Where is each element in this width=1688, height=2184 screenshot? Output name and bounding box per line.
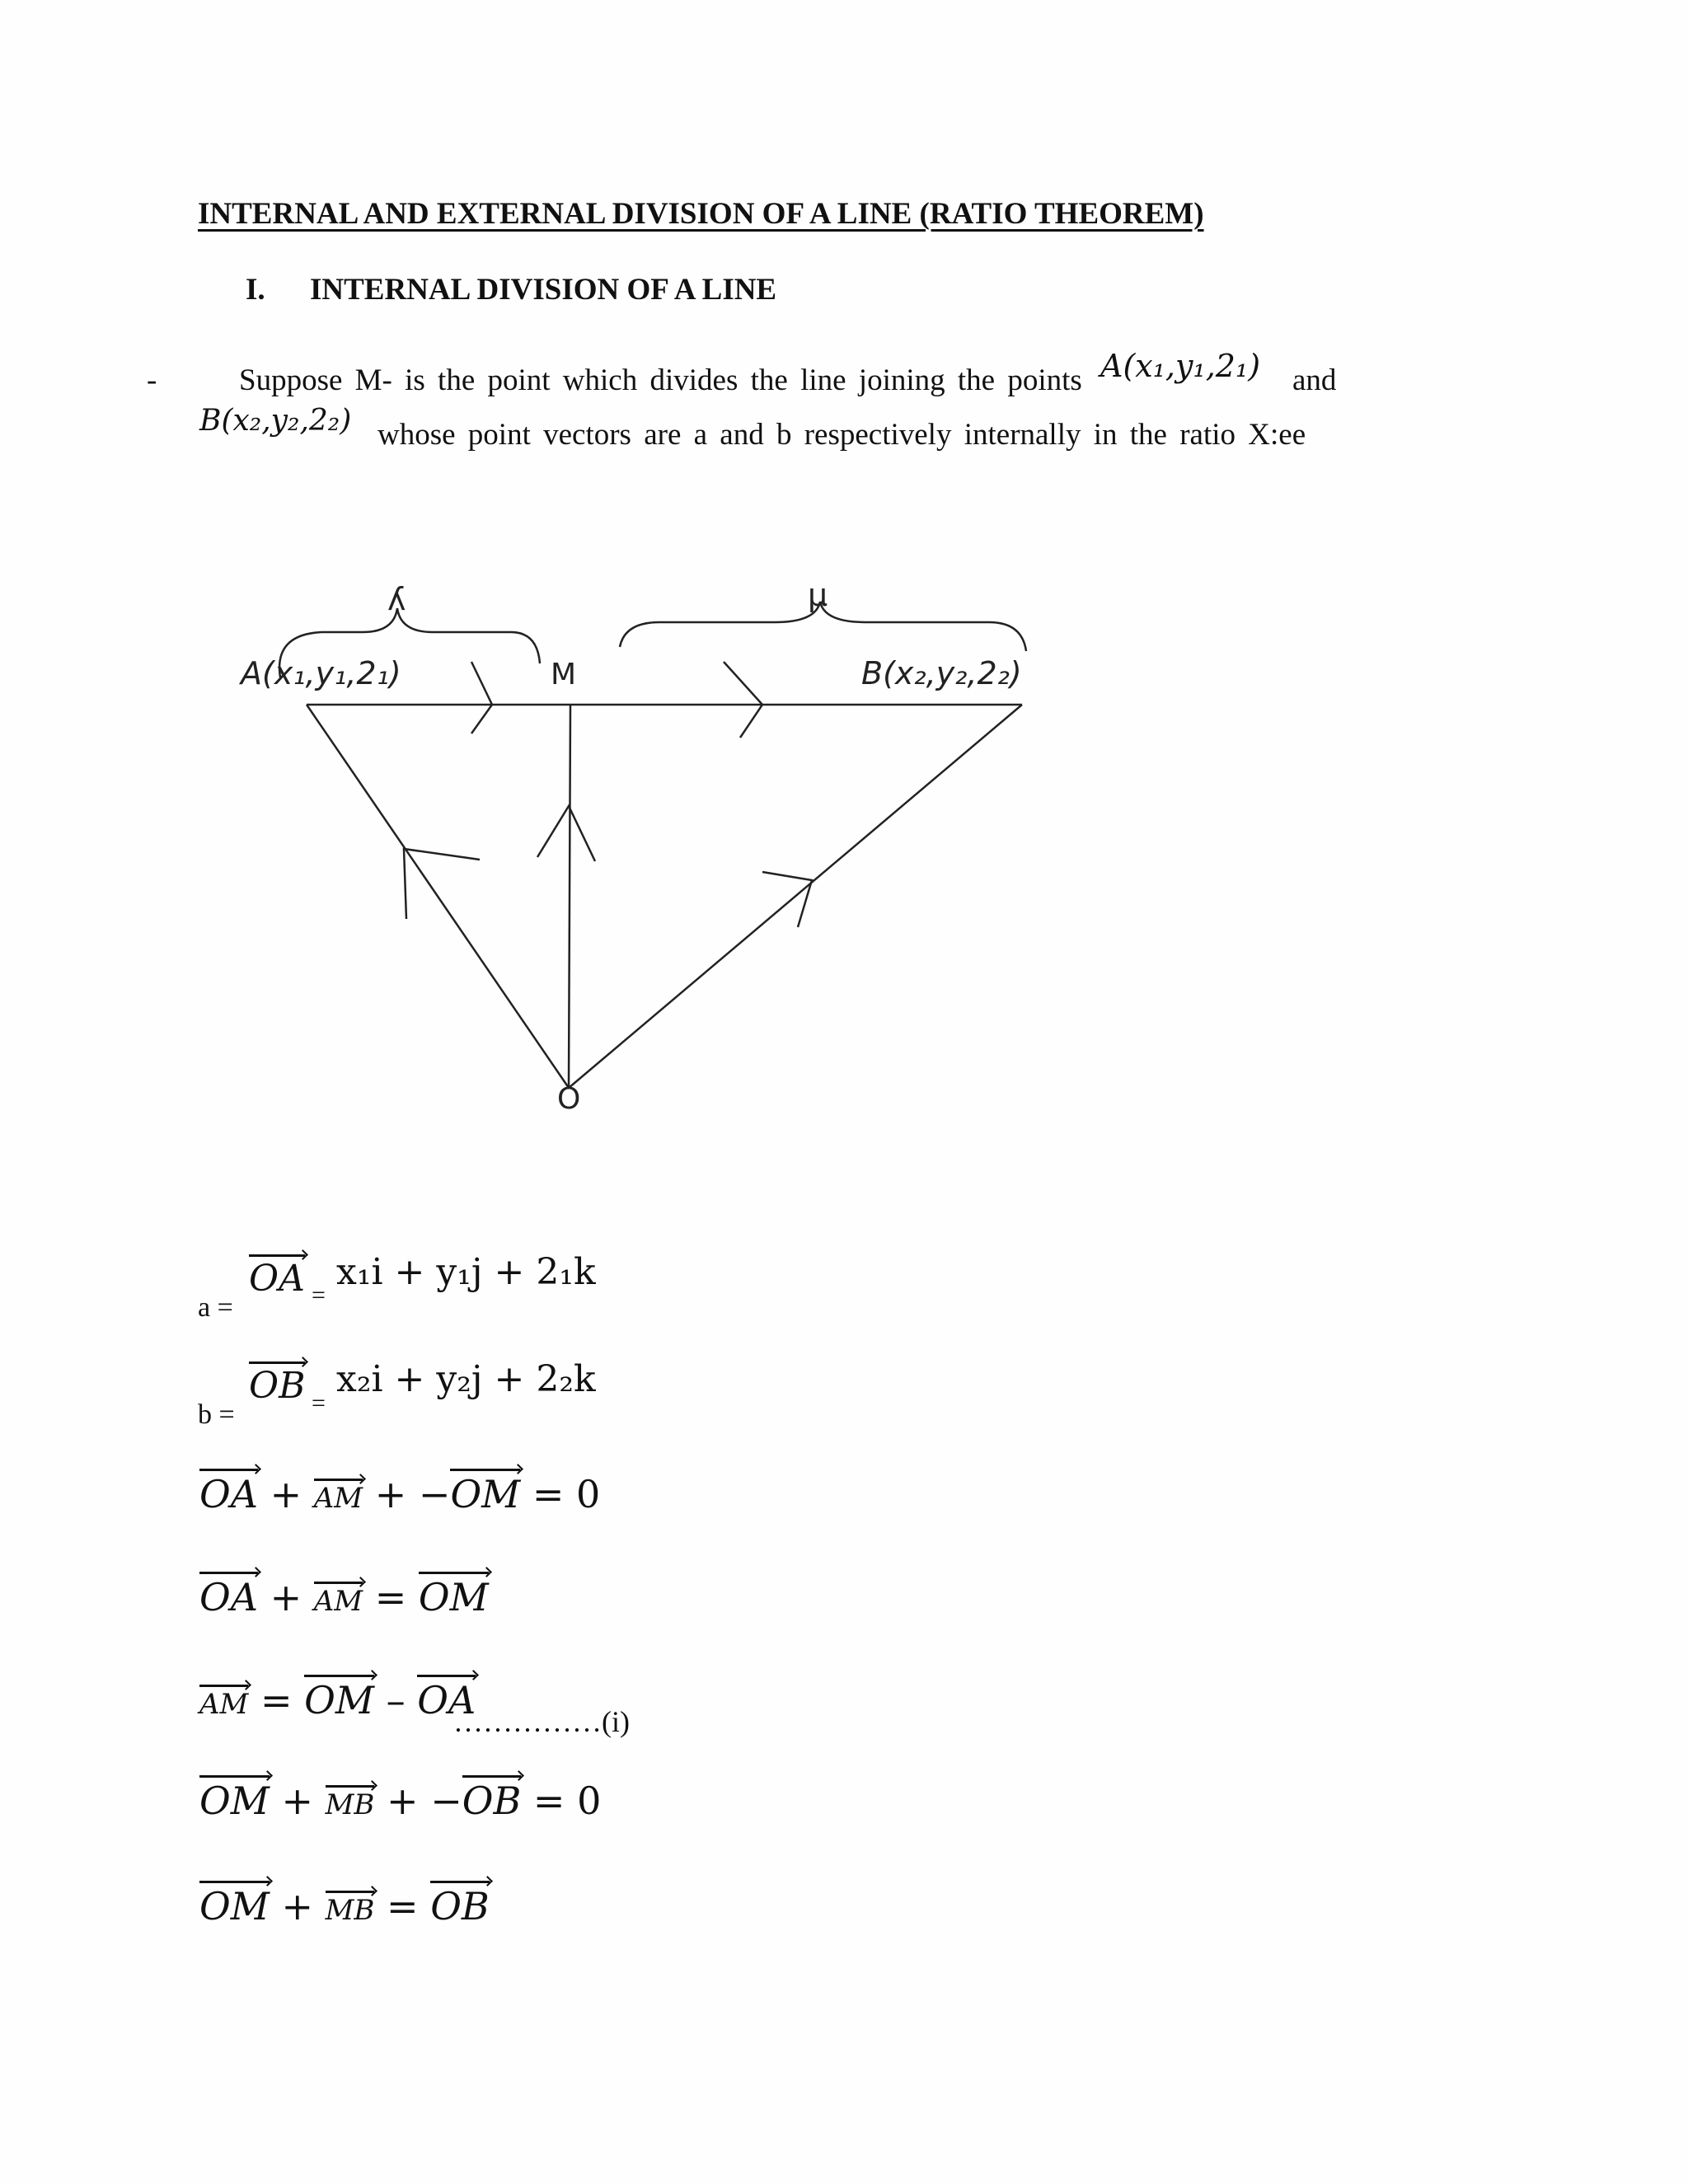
- vector-om: OM: [304, 1673, 374, 1722]
- section-title: INTERNAL DIVISION OF A LINE: [310, 273, 777, 307]
- label-point-b: B(x₂,y₂,2₂): [861, 655, 1022, 691]
- eq4-rhs: = 0: [532, 1779, 602, 1823]
- label-point-m: M: [551, 658, 577, 691]
- vector-om: OM: [199, 1879, 270, 1929]
- eq-a-rhs: x₁i + y₁j + 2₁k: [336, 1251, 596, 1293]
- vector-am: AM: [314, 1580, 363, 1618]
- equation-5: OM + MB = OB: [199, 1879, 490, 1929]
- equation-3: AM = OM – OA: [199, 1673, 476, 1722]
- eq-a: [249, 1253, 305, 1300]
- eq-b-prefix: b =: [198, 1399, 235, 1430]
- bullet-dash: -: [147, 363, 157, 397]
- vector-am: AM: [314, 1477, 363, 1515]
- vector-ob: OB: [430, 1879, 490, 1929]
- vector-am: AM: [199, 1683, 248, 1721]
- vector-om: OM: [450, 1467, 520, 1516]
- vector-mb: MB: [326, 1889, 375, 1927]
- eq-a-equals: =: [312, 1282, 326, 1309]
- page-title: INTERNAL AND EXTERNAL DIVISION OF A LINE (RATIO THEOREM): [198, 197, 1204, 231]
- arrow-mb: [724, 662, 762, 738]
- paragraph-and: and: [1292, 363, 1337, 397]
- vector-oa: OA: [199, 1467, 258, 1516]
- point-a-inline: A(x₁,y₁,2₁): [1100, 348, 1261, 384]
- eq-b: [249, 1360, 305, 1407]
- equation-4: OM + MB + −OB = 0: [199, 1774, 601, 1823]
- line-o-b: [569, 705, 1022, 1088]
- vector-ob: OB: [249, 1360, 305, 1407]
- arrow-oa: [404, 849, 480, 919]
- section-number: I.: [246, 273, 265, 307]
- equation-2: OA + AM = OM: [199, 1570, 489, 1619]
- paragraph-text-2: whose point vectors are a and b respectively internally in the ratio X:ee: [377, 418, 1306, 452]
- vector-ob: OB: [462, 1774, 522, 1823]
- label-lambda: ʎ: [387, 581, 406, 617]
- equation-1: OA + AM + −OM = 0: [199, 1467, 600, 1516]
- line-a-o: [307, 705, 569, 1088]
- point-b-inline: B(x₂,y₂,2₂): [199, 404, 352, 438]
- label-mu: µ: [808, 577, 828, 613]
- eq-b-equals: =: [312, 1390, 326, 1417]
- paragraph-text-1: Suppose M- is the point which divides the line joining the points: [239, 363, 1082, 397]
- label-point-a: A(x₁,y₁,2₁): [241, 655, 401, 691]
- equation-3-tag: ……………(i): [453, 1705, 630, 1738]
- label-origin-o: O: [557, 1082, 581, 1116]
- line-m-o: [569, 705, 570, 1088]
- arrow-om: [537, 806, 595, 861]
- eq1-rhs: = 0: [532, 1472, 601, 1516]
- eq-a-prefix: a =: [198, 1292, 233, 1323]
- vector-om: OM: [199, 1774, 270, 1823]
- vector-oa: OA: [199, 1570, 258, 1619]
- eq-b-rhs: x₂i + y₂j + 2₂k: [336, 1358, 596, 1400]
- vector-oa: OA: [249, 1253, 305, 1300]
- arrow-am: [471, 662, 492, 733]
- vector-oa: OA: [417, 1673, 476, 1722]
- vector-om: OM: [419, 1570, 489, 1619]
- vector-mb: MB: [326, 1783, 375, 1821]
